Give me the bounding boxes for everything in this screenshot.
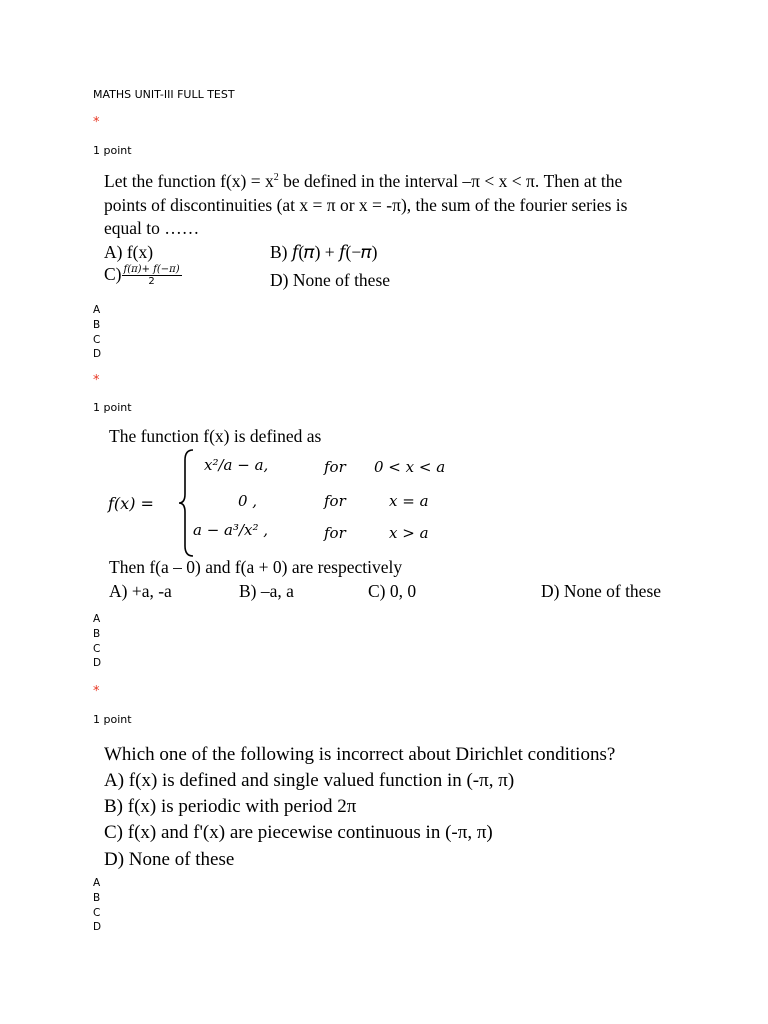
option-c[interactable]: C [93,906,101,919]
question-points: 1 point [93,144,132,157]
option-b[interactable]: B [93,318,101,331]
option-a[interactable]: A [93,877,101,889]
required-marker: * [93,684,100,699]
option-d[interactable]: D [93,657,102,670]
brace-icon [178,448,196,558]
option-a[interactable]: A [93,613,101,625]
case-2-for: for [324,492,346,510]
option-a[interactable]: A [93,304,101,316]
option-d[interactable]: D [93,348,102,361]
question-3-line-1: Which one of the following is incorrect about Dirichlet conditions? [104,744,616,765]
question-1-line-2: points of discontinuities (at x = π or x = -π), the sum of the fourier series is [104,195,628,215]
question-2-then: Then f(a – 0) and f(a + 0) are respectively [109,557,403,577]
question-3-options [93,876,101,935]
form-title: MATHS UNIT-III FULL TEST [93,88,235,101]
case-3-condition: x > a [389,524,429,542]
case-2-expression: 0 , [238,492,258,510]
required-marker: * [93,115,100,130]
case-3-expression: a − a³/x² , [193,521,269,539]
required-marker: * [93,373,100,388]
question-1-choice-a: A) f(x) [104,242,154,262]
question-points: 1 point [93,401,132,414]
option-c[interactable]: C [93,642,101,655]
question-3-line-4: C) f(x) and f'(x) are piecewise continuous in (-π, π) [104,822,493,843]
question-1-choice-b: B) 𝑓(𝜋) + 𝑓(−𝜋) [270,242,378,262]
function-lhs: f(x) = [108,494,154,513]
question-1-choice-c: C) $\frac{f(\pi)+ f(-\pi)}{2}$ [104,264,180,288]
question-3-line-2: A) f(x) is defined and single valued function in (-π, π) [104,770,515,791]
question-2-choice-c: C) 0, 0 [368,581,417,601]
question-2-intro: The function f(x) is defined as [109,426,322,446]
question-1-line-3: equal to …… [104,218,200,238]
case-3-for: for [324,524,346,542]
case-1-condition: 0 < x < a [374,458,446,476]
fraction: $\frac{f(\pi)+ f(-\pi)}{2}$ [123,264,180,288]
option-b[interactable]: B [93,891,101,904]
question-3-line-5: D) None of these [104,849,235,870]
question-1-choice-d: D) None of these [270,270,391,290]
case-2-condition: x = a [389,492,429,510]
case-1-for: for [324,458,346,476]
case-1-expression: x²/a − a, [204,456,269,474]
question-1-line-1: Let the function $f(x) = x^2$ be defined in the interval –π < x < π. Then at the [104,171,623,191]
question-3-line-3: B) f(x) is periodic with period 2π [104,796,357,817]
question-2-options [93,612,101,671]
option-c[interactable]: C [93,333,101,346]
option-b[interactable]: B [93,627,101,640]
question-1-options [93,303,101,362]
question-2-choice-a: A) +a, -a [109,581,172,601]
question-2-choice-d: D) None of these [541,581,662,601]
question-points: 1 point [93,713,132,726]
option-d[interactable]: D [93,921,102,934]
question-2-choice-b: B) –a, a [239,581,294,601]
